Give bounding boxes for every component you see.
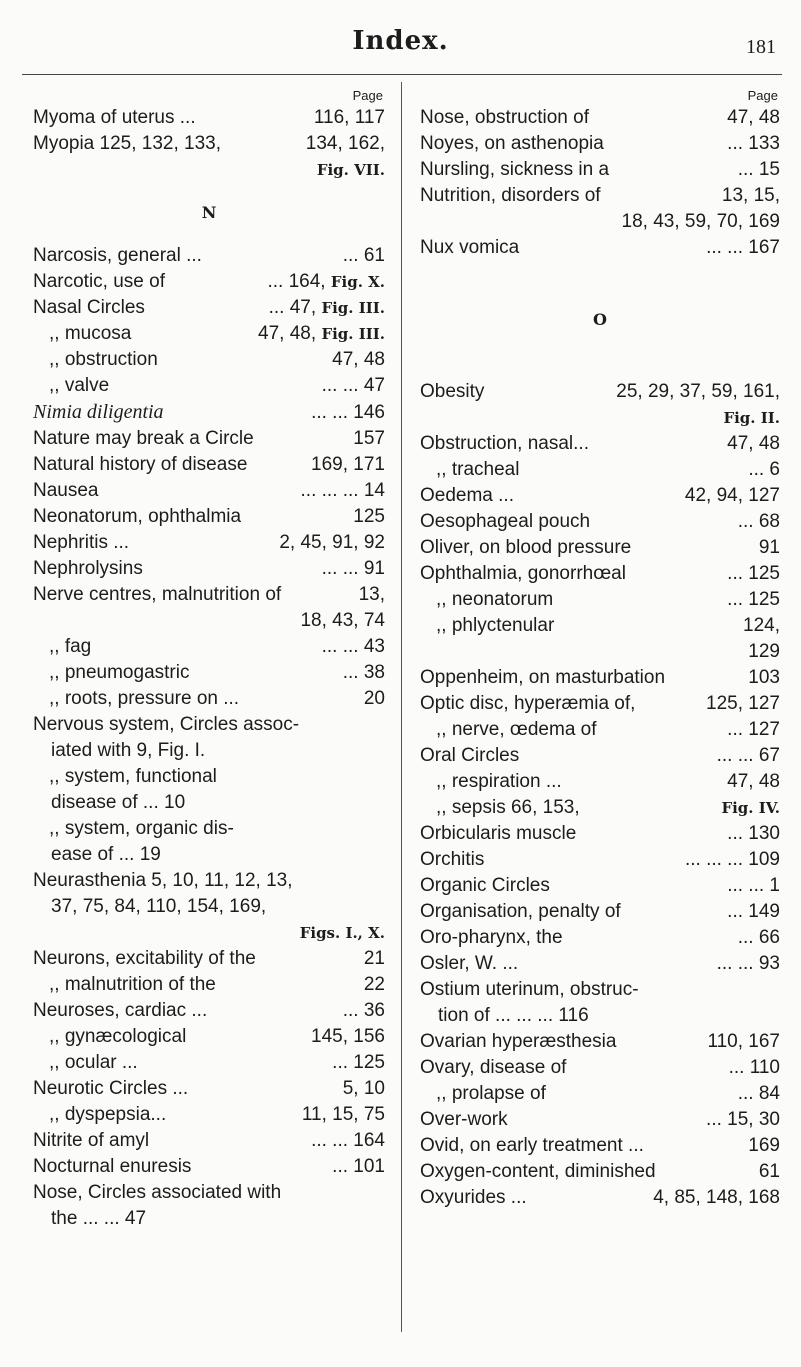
entry-term: Organisation, penalty of xyxy=(420,901,621,922)
entry-refs: ... ... 67 xyxy=(716,745,780,766)
entry-term: ,, system, functional xyxy=(49,766,217,787)
entry-term: Nerve centres, malnutrition of xyxy=(33,584,282,605)
index-entry xyxy=(420,1107,780,1133)
entry-refs: 47, 48, Fig. III. xyxy=(258,323,385,344)
entry-term: Organic Circles xyxy=(420,875,550,896)
entry-refs: 169, 171 xyxy=(311,454,385,475)
index-entry xyxy=(33,131,385,157)
index-entry xyxy=(33,686,385,712)
entry-refs: ... ... 167 xyxy=(706,237,780,258)
entry-refs: ... 127 xyxy=(727,719,780,740)
entry-refs: 145, 156 xyxy=(311,1026,385,1047)
index-entry xyxy=(33,399,385,426)
section-letter: O xyxy=(593,310,607,329)
entry-term: Oxyurides ... xyxy=(420,1187,527,1208)
entry-term: Natural history of disease xyxy=(33,454,248,475)
left-entries-list xyxy=(33,243,385,1232)
entry-refs: 22 xyxy=(363,974,385,995)
entry-term: Oesophageal pouch xyxy=(420,511,591,532)
index-entry xyxy=(33,269,385,295)
entry-refs: ... ... 164 xyxy=(311,1130,385,1151)
index-entry xyxy=(33,295,385,321)
index-entry xyxy=(33,634,385,660)
entry-continuation: 18, 43, 74 xyxy=(300,610,385,631)
index-entry xyxy=(420,509,780,535)
right-n-entries-list xyxy=(420,105,780,261)
index-entry xyxy=(33,816,385,842)
entry-refs: 25, 29, 37, 59, 161, xyxy=(616,381,780,402)
entry-term: Nausea xyxy=(33,480,99,501)
entry-refs: 61 xyxy=(758,1161,780,1182)
index-entry xyxy=(33,582,385,608)
header-rule xyxy=(22,74,782,75)
entry-refs: Fig. IV. xyxy=(721,799,780,817)
page-number: 181 xyxy=(746,36,776,58)
entry-term: Noyes, on asthenopia xyxy=(420,133,604,154)
entry-term: Optic disc, hyperæmia of, xyxy=(420,693,636,714)
entry-continuation: iated with 9, Fig. I. xyxy=(51,740,206,761)
entry-continuation: Figs. I., X. xyxy=(299,924,385,942)
index-entry xyxy=(33,1128,385,1154)
entry-refs: 157 xyxy=(353,428,385,449)
entry-term: Ovary, disease of xyxy=(420,1057,567,1078)
index-entry xyxy=(420,131,780,157)
entry-refs: ... 68 xyxy=(737,511,780,532)
index-entry xyxy=(420,561,780,587)
entry-refs: 169 xyxy=(748,1135,780,1156)
entry-refs: 124, xyxy=(743,615,780,636)
index-entry xyxy=(33,321,385,347)
entry-term: Nasal Circles xyxy=(33,297,145,318)
index-entry xyxy=(420,951,780,977)
entry-term: ,, malnutrition of the xyxy=(49,974,216,995)
index-entry xyxy=(33,998,385,1024)
entry-term: Over-work xyxy=(420,1109,508,1130)
index-entry xyxy=(420,821,780,847)
entry-term: ,, prolapse of xyxy=(436,1083,546,1104)
entry-term: ,, phlyctenular xyxy=(436,615,555,636)
index-entry xyxy=(420,457,780,483)
entry-refs: ... 125 xyxy=(727,589,780,610)
column-divider xyxy=(401,82,402,1332)
entry-term: Nocturnal enuresis xyxy=(33,1156,192,1177)
entry-term: Orbicularis muscle xyxy=(420,823,577,844)
index-entry xyxy=(33,972,385,998)
entry-refs: ... 47, Fig. III. xyxy=(268,297,385,318)
entry-term: Oliver, on blood pressure xyxy=(420,537,632,558)
entry-term: Oral Circles xyxy=(420,745,520,766)
entry-term: Neuroses, cardiac ... xyxy=(33,1000,208,1021)
index-entry xyxy=(33,347,385,373)
entry-term: ,, pneumogastric xyxy=(49,662,190,683)
entry-refs: ... 36 xyxy=(342,1000,385,1021)
entry-continuation: 37, 75, 84, 110, 154, 169, xyxy=(51,896,267,917)
entry-term: Nose, Circles associated with xyxy=(33,1182,282,1203)
entry-refs: 47, 48 xyxy=(332,349,385,370)
entry-term: Oro-pharynx, the xyxy=(420,927,563,948)
entry-refs: ... ... 146 xyxy=(311,402,385,423)
entry-refs: ... 125 xyxy=(727,563,780,584)
right-entries-list xyxy=(420,379,780,1211)
running-title: Index. xyxy=(352,26,449,56)
index-entry xyxy=(420,1185,780,1211)
entry-continuation: tion of ... ... ... 116 xyxy=(438,1005,589,1026)
entry-continuation: 18, 43, 59, 70, 169 xyxy=(621,211,780,232)
entry-refs: 47, 48 xyxy=(727,107,780,128)
entry-term: Ostium uterinum, obstruc- xyxy=(420,979,639,1000)
entry-term: ,, system, organic dis- xyxy=(49,818,234,839)
entry-refs: ... 101 xyxy=(332,1156,385,1177)
index-entry xyxy=(33,868,385,894)
index-entry xyxy=(33,530,385,556)
entry-refs: 2, 45, 91, 92 xyxy=(279,532,385,553)
entry-refs: ... 130 xyxy=(727,823,780,844)
entry-term: Nose, obstruction of xyxy=(420,107,589,128)
page-label: Page xyxy=(747,88,778,103)
index-entry xyxy=(33,764,385,790)
entry-refs: ... 84 xyxy=(737,1083,780,1104)
entry-term: Ovid, on early treatment ... xyxy=(420,1135,644,1156)
index-entry xyxy=(33,712,385,738)
entry-continuation: disease of ... 10 xyxy=(51,792,186,813)
entry-term: Osler, W. ... xyxy=(420,953,519,974)
entry-term: Nephrolysins xyxy=(33,558,143,579)
entry-term: ,, neonatorum xyxy=(436,589,554,610)
entry-term: Myoma of uterus ... xyxy=(33,107,196,128)
index-entry xyxy=(33,504,385,530)
entry-term: ,, nerve, œdema of xyxy=(436,719,597,740)
page-label: Page xyxy=(352,88,383,103)
entry-refs: 134, 162, xyxy=(305,133,385,154)
entry-refs: 21 xyxy=(363,948,385,969)
index-entry xyxy=(420,665,780,691)
index-entry xyxy=(33,373,385,399)
entry-term: ,, gynæcological xyxy=(49,1026,187,1047)
index-entry xyxy=(420,977,780,1003)
entry-refs: ... ... ... 14 xyxy=(300,480,385,501)
entry-term: ,, ocular ... xyxy=(49,1052,138,1073)
entry-term: ,, sepsis 66, 153, xyxy=(436,797,580,818)
index-entry xyxy=(33,426,385,452)
entry-term: Nature may break a Circle xyxy=(33,428,254,449)
entry-refs: ... 110 xyxy=(728,1057,780,1078)
entry-refs: ... 15, 30 xyxy=(706,1109,780,1130)
entry-refs: ... 66 xyxy=(737,927,780,948)
entry-term: ,, roots, pressure on ... xyxy=(49,688,240,709)
index-entry xyxy=(33,243,385,269)
entry-term: Nimia diligentia xyxy=(33,401,164,423)
entry-term: Nutrition, disorders of xyxy=(420,185,601,206)
entry-term: Nephritis ... xyxy=(33,532,130,553)
index-entry xyxy=(420,1029,780,1055)
entry-refs: 91 xyxy=(758,537,780,558)
entry-term: ,, dyspepsia... xyxy=(49,1104,167,1125)
entry-refs: ... 133 xyxy=(727,133,780,154)
entry-term: Oedema ... xyxy=(420,485,514,506)
entry-refs: ... ... 91 xyxy=(321,558,385,579)
index-entry xyxy=(33,1154,385,1180)
entry-refs: 116, 117 xyxy=(313,107,385,128)
entry-term: ,, fag xyxy=(49,636,92,657)
entry-term: Nervous system, Circles assoc- xyxy=(33,714,300,735)
index-entry xyxy=(33,478,385,504)
entry-refs: 125 xyxy=(353,506,385,527)
entry-refs: ... ... ... 109 xyxy=(684,849,780,870)
entry-refs: ... ... 1 xyxy=(727,875,780,896)
entry-term: ,, respiration ... xyxy=(436,771,562,792)
entry-term: ,, mucosa xyxy=(49,323,132,344)
entry-refs: 42, 94, 127 xyxy=(684,485,780,506)
index-entry xyxy=(420,717,780,743)
entry-term: Obesity xyxy=(420,381,485,402)
index-entry xyxy=(420,769,780,795)
entry-term: ,, valve xyxy=(49,375,110,396)
index-entry xyxy=(420,183,780,209)
entry-term: Narcosis, general ... xyxy=(33,245,202,266)
entry-continuation: ease of ... 19 xyxy=(51,844,161,865)
entry-refs: 20 xyxy=(363,688,385,709)
entry-refs: 4, 85, 148, 168 xyxy=(653,1187,780,1208)
entry-refs: 110, 167 xyxy=(707,1031,780,1052)
entry-continuation: Fig. II. xyxy=(723,409,780,427)
section-letter: N xyxy=(201,203,217,222)
entry-term: ,, tracheal xyxy=(436,459,520,480)
entry-term: Nitrite of amyl xyxy=(33,1130,150,1151)
index-entry xyxy=(420,1133,780,1159)
index-entry xyxy=(33,105,385,131)
index-entry xyxy=(420,691,780,717)
entry-refs: ... 15 xyxy=(737,159,780,180)
index-entry xyxy=(33,1180,385,1206)
entry-refs: 5, 10 xyxy=(342,1078,385,1099)
index-entry xyxy=(420,483,780,509)
entry-term: Oppenheim, on masturbation xyxy=(420,667,666,688)
index-entry xyxy=(420,1081,780,1107)
entry-term: Neonatorum, ophthalmia xyxy=(33,506,242,527)
index-entry xyxy=(33,1076,385,1102)
entry-term: Nursling, sickness in a xyxy=(420,159,610,180)
entry-term: ,, obstruction xyxy=(49,349,158,370)
entry-refs: ... 6 xyxy=(748,459,780,480)
entry-continuation: 129 xyxy=(748,641,780,662)
entry-refs: 13, xyxy=(358,584,385,605)
index-entry xyxy=(420,1159,780,1185)
index-entry xyxy=(33,556,385,582)
entry-refs: 47, 48 xyxy=(727,771,780,792)
entry-refs: ... ... 43 xyxy=(321,636,385,657)
index-entry xyxy=(420,899,780,925)
index-entry xyxy=(420,873,780,899)
entry-refs: 125, 127 xyxy=(706,693,780,714)
entry-term: Neurasthenia 5, 10, 11, 12, 13, xyxy=(33,870,293,891)
index-entry xyxy=(420,925,780,951)
entry-term: Myopia 125, 132, 133, xyxy=(33,133,222,154)
entry-refs: ... 61 xyxy=(342,245,385,266)
index-entry xyxy=(33,452,385,478)
entry-continuation: Fig. VII. xyxy=(316,161,385,179)
entry-term: Obstruction, nasal... xyxy=(420,433,589,454)
index-entry xyxy=(33,660,385,686)
index-entry xyxy=(420,1055,780,1081)
entry-refs: ... 38 xyxy=(342,662,385,683)
index-entry xyxy=(33,1024,385,1050)
entry-term: Oxygen-content, diminished xyxy=(420,1161,656,1182)
right-column xyxy=(420,87,780,1211)
index-entry xyxy=(33,1102,385,1128)
index-entry xyxy=(33,1050,385,1076)
index-entry xyxy=(420,847,780,873)
index-entry xyxy=(420,379,780,405)
index-entry xyxy=(420,795,780,821)
entry-term: Ovarian hyperæsthesia xyxy=(420,1031,617,1052)
index-entry xyxy=(420,235,780,261)
entry-term: Nux vomica xyxy=(420,237,520,258)
entry-term: Neurons, excitability of the xyxy=(33,948,256,969)
index-entry xyxy=(420,157,780,183)
index-entry xyxy=(420,431,780,457)
entry-term: Orchitis xyxy=(420,849,485,870)
entry-continuation: the ... ... 47 xyxy=(51,1208,147,1229)
index-entry xyxy=(33,946,385,972)
index-entry xyxy=(420,613,780,639)
entry-refs: ... ... 93 xyxy=(716,953,780,974)
entry-refs: ... ... 47 xyxy=(321,375,385,396)
entry-term: Ophthalmia, gonorrhœal xyxy=(420,563,626,584)
entry-term: Narcotic, use of xyxy=(33,271,165,292)
entry-refs: 103 xyxy=(748,667,780,688)
entry-refs: 47, 48 xyxy=(727,433,780,454)
entry-refs: 11, 15, 75 xyxy=(301,1104,385,1125)
index-entry xyxy=(420,105,780,131)
index-entry xyxy=(420,587,780,613)
entry-refs: ... 149 xyxy=(727,901,780,922)
entry-refs: ... 164, Fig. X. xyxy=(267,271,385,292)
left-column xyxy=(33,87,385,1232)
entry-refs: 13, 15, xyxy=(721,185,780,206)
index-entry xyxy=(420,535,780,561)
index-entry xyxy=(420,743,780,769)
entry-refs: ... 125 xyxy=(332,1052,385,1073)
entry-term: Neurotic Circles ... xyxy=(33,1078,189,1099)
